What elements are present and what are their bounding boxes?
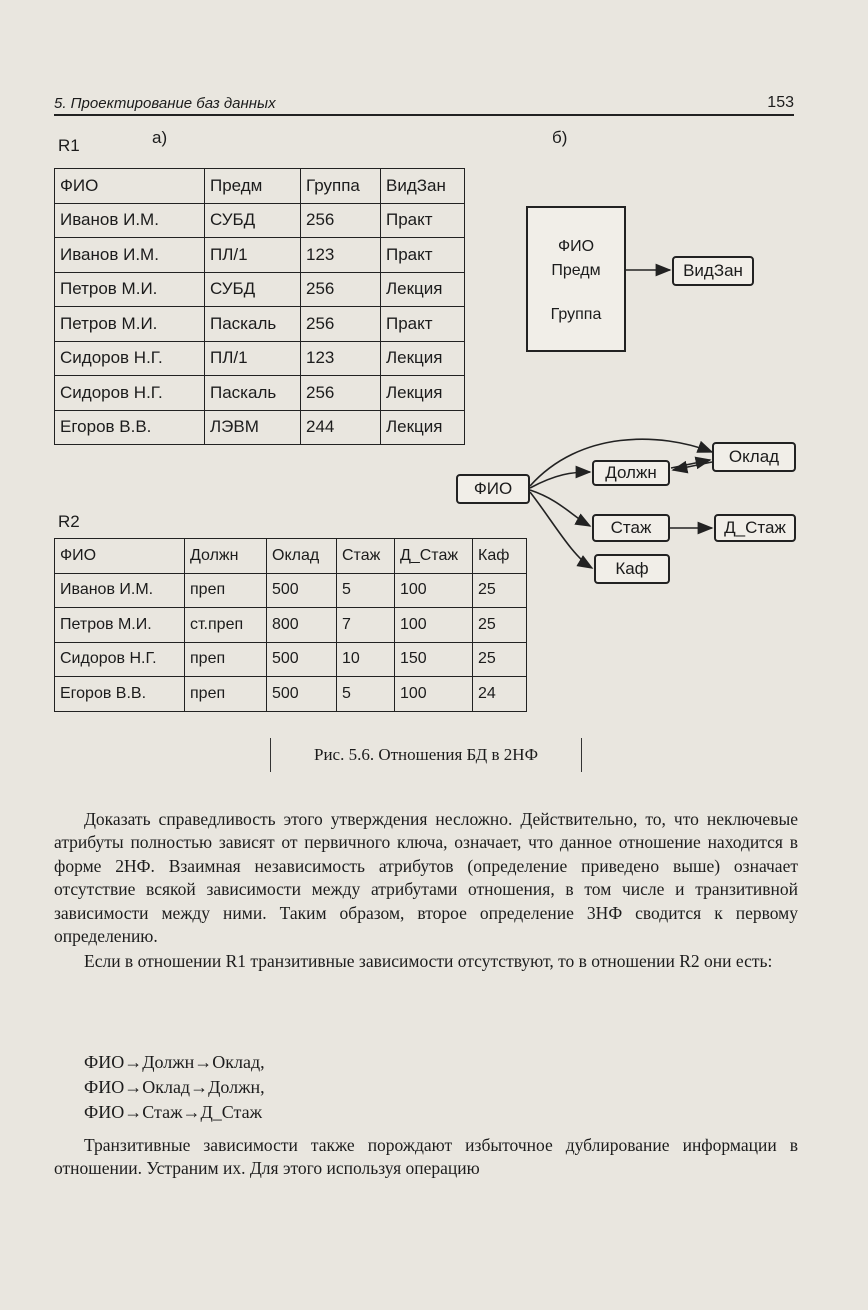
oklad-node: Оклад [712,442,796,472]
r1-table-cell: Сидоров Н.Г. [55,341,205,376]
d-stazh-node: Д_Стаж [714,514,796,542]
formula-1: ФИО→Должн→Оклад, [84,1052,265,1072]
r2-table-cell: Сидоров Н.Г. [55,642,185,677]
r1-table-cell: Иванов И.М. [55,203,205,238]
r2-table-cell: преп [185,677,267,712]
fio-node: ФИО [456,474,530,504]
r1-table-cell: Петров М.И. [55,307,205,342]
r2-header-cell: Оклад [267,539,337,574]
r2-table-cell: Петров М.И. [55,608,185,643]
r1-table-cell: Практ [381,307,465,342]
arrow-fio-to-stazh [530,490,590,526]
r1-header-cell: ФИО [55,169,205,204]
r1-table-cell: 256 [301,203,381,238]
r1-table-cell: Практ [381,238,465,273]
r2-header-cell: Должн [185,539,267,574]
arrow-fio-to-kaf [530,492,592,568]
r1-table-cell: ЛЭВМ [205,410,301,445]
r2-header-cell: Д_Стаж [395,539,473,574]
r2-table-cell: 500 [267,573,337,608]
dependency-arrows [0,0,868,620]
r1-table-cell: Лекция [381,341,465,376]
kaf-node: Каф [594,554,670,584]
r1-table-cell: Паскаль [205,376,301,411]
r1-table-cell: Лекция [381,272,465,307]
r2-table-cell: Иванов И.М. [55,573,185,608]
formula-2: ФИО→Оклад→Должн, [84,1077,265,1097]
r1-label: R1 [58,136,80,155]
r1-table-cell: Егоров В.В. [55,410,205,445]
r2-table-cell: 100 [395,608,473,643]
r2-header-cell: Каф [473,539,527,574]
r2-table-cell: преп [185,642,267,677]
r2-table-cell: преп [185,573,267,608]
r1-table-cell: Лекция [381,410,465,445]
r1-table-cell: 256 [301,376,381,411]
paragraph-3: Транзитивные зависимости также порождают избыточное дублирование информации в отношении. Устраним их. Для этого используя операцию [54,1135,798,1179]
chapter-title: 5. Проектирование баз данных [54,95,276,112]
r1-table-cell: Петров М.И. [55,272,205,307]
stazh-node: Стаж [592,514,670,542]
key-attr-gruppa: Группа [550,306,602,323]
arrow-fio-to-oklad [530,439,712,486]
r2-table-cell: 5 [337,573,395,608]
r1-table-cell: 123 [301,341,381,376]
r2-header-cell: Стаж [337,539,395,574]
r1-table-cell: 244 [301,410,381,445]
r2-table-cell: 100 [395,573,473,608]
r2-table-cell: 25 [473,608,527,643]
r2-table-row [55,677,527,712]
r1-table-cell: ПЛ/1 [205,238,301,273]
r1-table-cell: 256 [301,307,381,342]
r1-table-cell: Иванов И.М. [55,238,205,273]
page-number: 153 [767,94,794,111]
r1-table-cell: 123 [301,238,381,273]
figure-b-label: б) [552,128,568,147]
r2-table-cell: 150 [395,642,473,677]
r1-table-cell: СУБД [205,272,301,307]
r2-table-cell: 10 [337,642,395,677]
vidzan-box: ВидЗан [672,256,754,286]
dependency-formulas [84,1050,265,1125]
r2-table-cell: 25 [473,642,527,677]
r2-table-cell: 24 [473,677,527,712]
r2-table-cell: ст.преп [185,608,267,643]
r1-header-cell: Предм [205,169,301,204]
figure-a-label: а) [152,128,168,147]
r1-table-cell: Сидоров Н.Г. [55,376,205,411]
dolzhn-node: Должн [592,460,670,486]
r2-header-cell: ФИО [55,539,185,574]
body-text [54,808,798,974]
r2-table-cell: 800 [267,608,337,643]
r2-table-cell: 5 [337,677,395,712]
r2-label: R2 [58,512,80,531]
r1-header-cell: Группа [301,169,381,204]
r1-table-cell: Практ [381,203,465,238]
r1-table-cell: Лекция [381,376,465,411]
paragraph-2: Если в отношении R1 транзитивные зависимости отсутствуют, то в отношении R2 они есть: [84,951,773,972]
r2-table-cell: 500 [267,677,337,712]
arrow-fio-to-dolzhn [530,472,590,488]
r2-table-row [55,642,527,677]
r2-table-cell: Егоров В.В. [55,677,185,712]
r1-header-cell: ВидЗан [381,169,465,204]
key-attr-fio: ФИО [557,238,595,255]
paragraph-1: Доказать справедливость этого утверждения несложно. Действительно, то, что неключевые атрибуты полностью зависят от первичного ключа, означает, что данное отношение находится в форме 2НФ. Взаимная независимость атрибутов (определение приведено выше) означает отсутствие всякой зависимости между атрибутами отношения, в том числе и транзитивной зависимости между ними. Таким образом, второе определение 3НФ сводится к первому определению. [54,809,798,947]
r1-table-cell: 256 [301,272,381,307]
figure-caption: Рис. 5.6. Отношения БД в 2НФ [270,738,582,772]
r2-table-cell: 7 [337,608,395,643]
r2-table-cell: 500 [267,642,337,677]
r1-table-cell: Паскаль [205,307,301,342]
r1-table-cell: ПЛ/1 [205,341,301,376]
r1-table-cell: СУБД [205,203,301,238]
r2-table-cell: 25 [473,573,527,608]
body-text-2 [54,1134,798,1181]
key-attr-predm: Предм [551,262,601,279]
formula-3: ФИО→Стаж→Д_Стаж [84,1102,263,1122]
r2-table-cell: 100 [395,677,473,712]
